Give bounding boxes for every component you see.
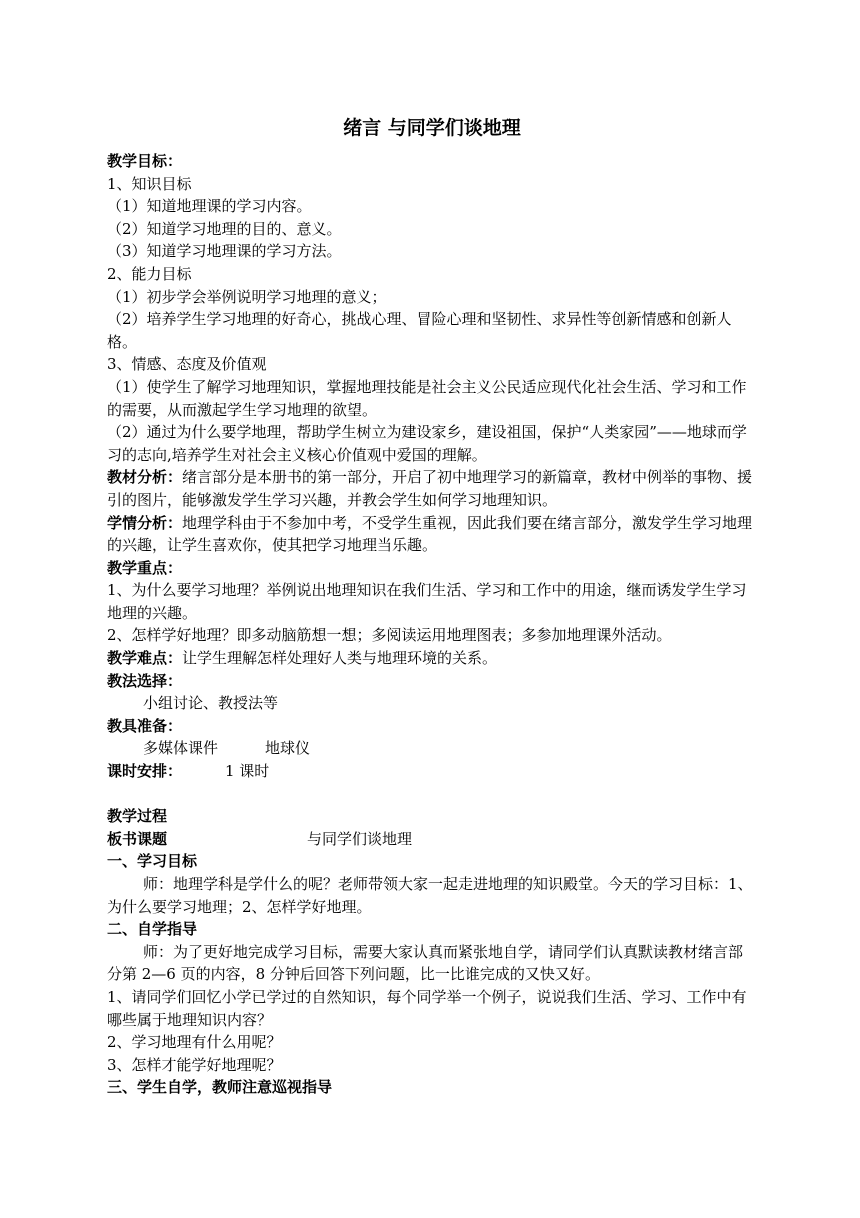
difficulty bbox=[107, 647, 757, 670]
emotion-item: （1）使学生了解学习地理知识，掌握地理技能是社会主义公民适应现代化社会生活、学习和工作的需要，从而激起学生学习地理的欲望。 bbox=[107, 377, 747, 419]
ability-heading: 2、能力目标 bbox=[107, 264, 192, 283]
student-analysis-text: 地理学科由于不参加中考，不受学生重视，因此我们要在绪言部分，激发学生学习地理的兴趣，让学生喜欢你，使其把学习地理当乐趣。 bbox=[107, 513, 753, 555]
textbook-analysis-text: 绪言部分是本册书的第一部分，开启了初中地理学习的新篇章，教材中例举的事物、援引的图片，能够激发学生学习兴趣，并教会学生如何学习地理知识。 bbox=[107, 468, 753, 509]
section-text: 师：地理学科是学什么的呢？老师带领大家一起走进地理的知识殿堂。今天的学习目标：1、为什么要学习地理；2、怎样学好地理。 bbox=[107, 875, 753, 916]
board-title: 与同学们谈地理 bbox=[307, 829, 413, 848]
knowledge-heading: 1、知识目标 bbox=[107, 174, 192, 193]
difficulty-text: 让学生理解怎样处理好人类与地理环境的关系。 bbox=[182, 649, 498, 668]
page-title: 绪言 与同学们谈地理 bbox=[343, 117, 521, 139]
question-item: 1、请同学们回忆小学已学过的自然知识，每个同学举一个例子，说说我们生活、学习、工作中有哪些属于地理知识内容？ bbox=[107, 987, 747, 1029]
objectives-heading: 教学目标： bbox=[107, 152, 183, 170]
student-analysis bbox=[107, 512, 757, 557]
textbook-analysis-label: 教材分析： bbox=[107, 468, 183, 487]
emotion-item: （2）通过为什么要学地理，帮助学生树立为建设家乡，建设祖国，保护“人类家园”——地球而学习的志向,培养学生对社会主义核心价值观中爱国的理解。 bbox=[107, 423, 747, 464]
tools-label: 教具准备： bbox=[107, 716, 183, 735]
section-text: 师：为了更好地完成学习目标，需要大家认真而紧张地自学，请同学们认真默读教材绪言部分第 2—6 页的内容，8 分钟后回答下列问题，比一比谁完成的又快又好。 bbox=[107, 942, 744, 984]
schedule-label: 课时安排： bbox=[107, 762, 183, 781]
ability-item: （2）培养学生学习地理的好奇心，挑战心理、冒险心理和坚韧性、求异性等创新情感和创新人格。 bbox=[107, 310, 732, 351]
key-points-heading: 教学重点： bbox=[107, 558, 183, 577]
section-heading: 三、学生自学，教师注意巡视指导 bbox=[107, 1078, 333, 1097]
tool-item: 多媒体课件 bbox=[143, 739, 219, 758]
emotion-heading: 3、情感、态度及价值观 bbox=[107, 355, 267, 374]
section-heading: 一、学习目标 bbox=[107, 852, 198, 871]
textbook-analysis bbox=[107, 466, 757, 511]
method-text: 小组讨论、教授法等 bbox=[143, 694, 279, 713]
key-point-item: 2、怎样学好地理？即多动脑筋想一想；多阅读运用地理图表；多参加地理课外活动。 bbox=[107, 626, 672, 645]
schedule bbox=[107, 760, 757, 783]
board-topic bbox=[107, 828, 757, 851]
student-analysis-label: 学情分析： bbox=[107, 513, 183, 532]
knowledge-item: （3）知道学习地理课的学习方法。 bbox=[107, 242, 342, 261]
schedule-text: 1 课时 bbox=[225, 762, 270, 781]
key-point-item: 1、为什么要学习地理？举例说出地理知识在我们生活、学习和工作中的用途，继而诱发学生学习地理的兴趣。 bbox=[107, 581, 747, 622]
method-label: 教法选择： bbox=[107, 671, 183, 690]
tools-list bbox=[107, 737, 757, 760]
document-body bbox=[107, 116, 757, 1099]
difficulty-label: 教学难点： bbox=[107, 649, 183, 668]
board-label: 板书课题 bbox=[107, 829, 168, 848]
knowledge-item: （2）知道学习地理的目的、意义。 bbox=[107, 219, 342, 238]
tool-item: 地球仪 bbox=[265, 739, 311, 758]
process-heading: 教学过程 bbox=[107, 807, 168, 826]
knowledge-item: （1）知道地理课的学习内容。 bbox=[107, 197, 312, 216]
section-heading: 二、自学指导 bbox=[107, 920, 198, 939]
ability-item: （1）初步学会举例说明学习地理的意义； bbox=[107, 287, 387, 306]
question-item: 3、怎样才能学好地理呢？ bbox=[107, 1055, 282, 1074]
question-item: 2、学习地理有什么用呢？ bbox=[107, 1033, 282, 1052]
